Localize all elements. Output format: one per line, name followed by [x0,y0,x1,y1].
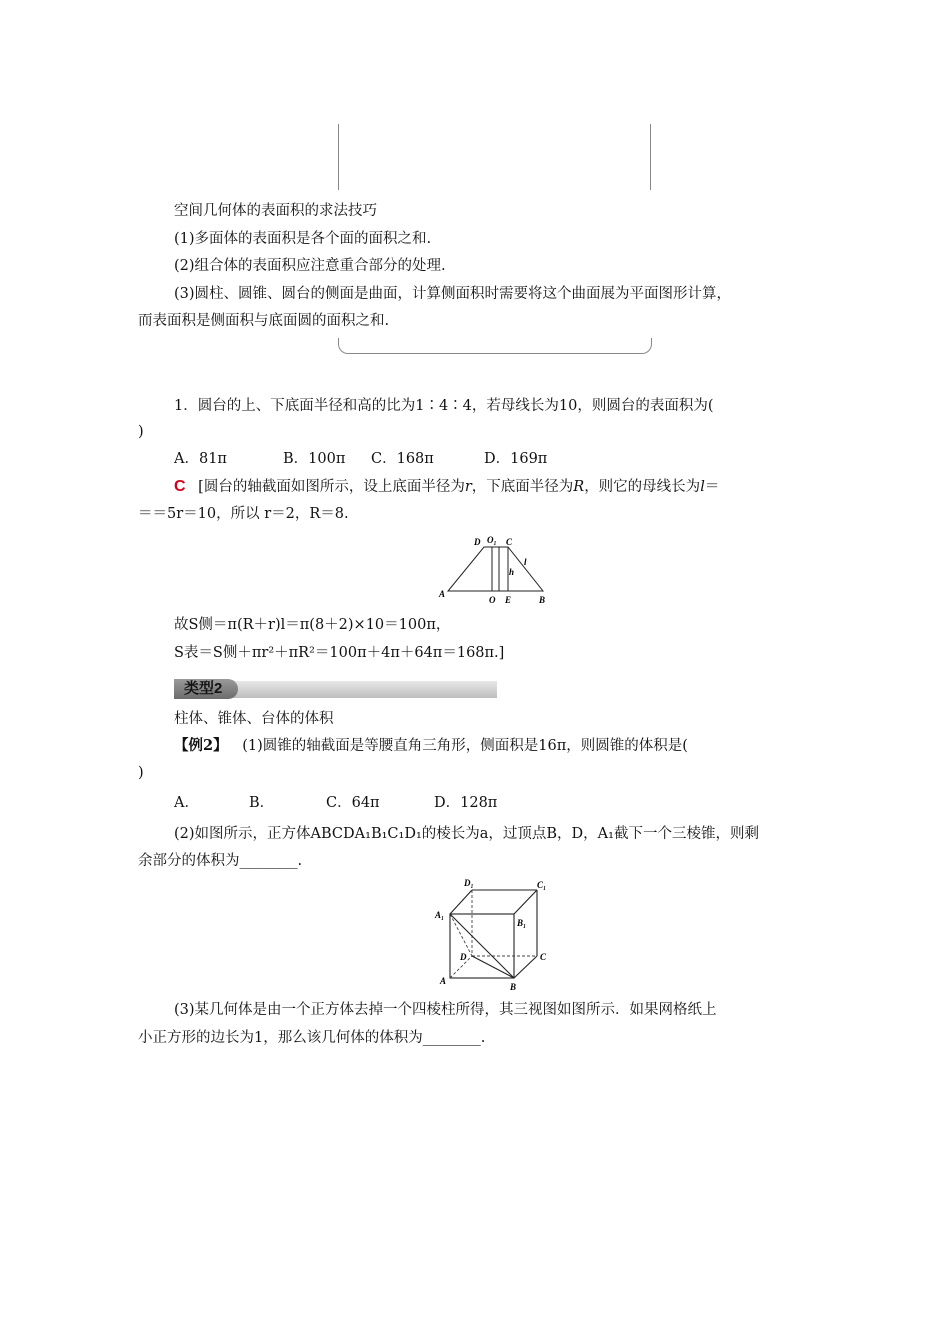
frame-bottom-brace [338,338,652,354]
type2-title: 柱体、锥体、台体的体积 [174,711,334,727]
cube-label-C1: C₁ [537,880,547,890]
q1-stem: 1．圆台的上、下底面半径和高的比为1∶4∶4，若母线长为10，则圆台的表面积为( [174,398,714,414]
fig-label-B: B [539,595,546,605]
cube-label-C: C [540,952,547,962]
ex2-part2-line2: 余部分的体积为________. [138,853,303,869]
fig-label-E: E [505,595,512,605]
fig-label-h: h [509,567,515,577]
tips-title: 空间几何体的表面积的求法技巧 [174,203,377,219]
ex2-option-d: D．128π [434,795,498,811]
ex2-part3-line2: 小正方形的边长为1，那么该几何体的体积为________. [138,1030,486,1046]
ex2-option-b: B． [249,795,275,811]
fig-label-l: l [524,557,527,567]
cube-label-B: B [510,982,517,992]
frame-right-line [650,124,651,190]
q1-option-a: A．81π [174,451,227,467]
q1-answer: C [174,478,186,495]
q1-sol-r: r [464,479,472,495]
ex2-option-c: C．64π [326,795,380,811]
q1-solution-line1 [174,477,719,497]
frame-left-line [338,124,339,190]
q1-stem-end: ) [138,424,144,440]
cube-label-B1: B₁ [517,918,527,928]
tips-item-3-cont: 而表面积是侧面积与底面圆的面积之和. [138,313,390,329]
q1-option-d: D．169π [484,451,548,467]
cube-label-D: D [460,952,467,962]
ex2-part2-line1: (2)如图所示，正方体ABCDA₁B₁C₁D₁的棱长为a，过顶点B，D，A₁截下一个三棱锥，则剩 [174,826,759,842]
q1-sol-a: [圆台的轴截面如图所示，设上底面半径为 [198,479,465,495]
cube-label-A: A [440,976,447,986]
q1-sol-d: ＝ [704,479,720,495]
q1-option-c: C．168π [371,451,434,467]
ex2-option-a: A． [174,795,199,811]
frustum-axial-section-figure [436,533,556,607]
fig-label-D: D [474,537,481,547]
cube-figure [432,876,556,994]
ex2-tag: 【例2】 [174,737,228,754]
cube-label-D1: D₁ [464,878,474,888]
tips-item-3: (3)圆柱、圆锥、圆台的侧面是曲面，计算侧面积时需要将这个曲面展为平面图形计算， [174,286,732,302]
q1-calc-1: 故S侧＝π(R＋r)l＝π(8＋2)×10＝100π， [174,617,451,633]
ex2-part3-line1: (3)某几何体是由一个正方体去掉一个四棱柱所得，其三视图如图所示．如果网格纸上 [174,1002,717,1018]
type-banner-label: 类型2 [174,679,238,699]
ex2-p1-text: (1)圆锥的轴截面是等腰直角三角形，侧面积是16π，则圆锥的体积是( [242,738,688,754]
ex2-p1-end: ) [138,765,144,781]
fig-label-O: O [489,595,496,605]
q1-sol-c: ，则它的母线长为 [584,479,701,495]
fig-label-O1: O₁ [487,535,497,545]
q1-sol-R: R [573,479,585,495]
tips-item-1: (1)多面体的表面积是各个面的面积之和. [174,231,432,247]
q1-solution-line2: ＝＝5r＝10，所以 r＝2，R＝8. [138,506,349,522]
q1-sol-b: ，下底面半径为 [471,479,574,495]
ex2-part1 [174,736,688,756]
q1-option-b: B．100π [283,451,346,467]
cube-label-A1: A₁ [435,910,445,920]
q1-calc-2: S表＝S侧＋πr²＋πR²＝100π＋4π＋64π＝168π.] [174,645,505,661]
q1-sol-l: l [700,479,705,495]
tips-item-2: (2)组合体的表面积应注意重合部分的处理. [174,258,446,274]
fig-label-A: A [439,589,446,599]
fig-label-C: C [506,537,513,547]
